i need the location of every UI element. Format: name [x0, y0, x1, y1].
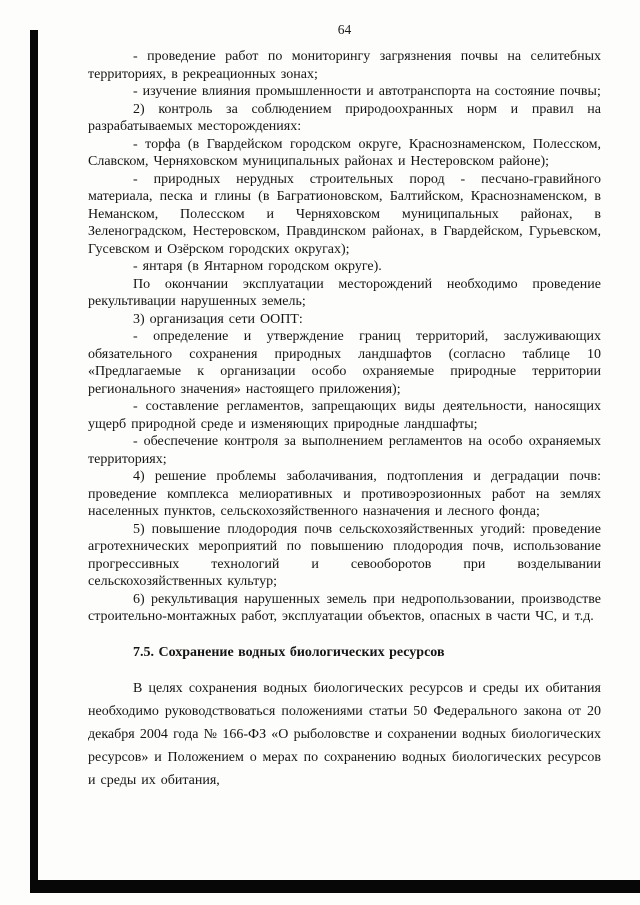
body-paragraph: 4) решение проблемы заболачивания, подтопления и деградации почв: проведение комплекса мелиоративных и противоэрозионных работ на землях населенных пунктов, сельскохозяйственного назначения и лесного фонда;: [88, 469, 601, 519]
page-number: 64: [337, 22, 352, 37]
body-paragraph: - торфа (в Гвардейском городском округе, Краснознаменском, Полесском, Славском, Черняховском муниципальных районах и Нестеровском районе);: [88, 136, 601, 169]
body-paragraph: По окончании эксплуатации месторождений необходимо проведение рекультивации нарушенных земель;: [88, 276, 601, 309]
scan-border-left: [30, 30, 38, 882]
body-paragraph: - природных нерудных строительных пород - песчано-гравийного материала, песка и глины (в Багратионовском, Балтийском, Краснознаменском, в Неманском, Полесском и Черняховском муниципальных районах, в Зеленоградском, Нестеровском, Правдинском районах, в Гвардейском, Гурьевском, Гусевском и Озёрском городских округах);: [88, 171, 601, 257]
body-paragraph: - обеспечение контроля за выполнением регламентов на особо охраняемых территориях;: [88, 434, 601, 467]
body-paragraph: 2) контроль за соблюдением природоохранных норм и правил на разрабатываемых месторождениях:: [88, 101, 601, 134]
body-paragraph: - янтаря (в Янтарном городском округе).: [133, 259, 382, 274]
body-paragraph: 6) рекультивация нарушенных земель при недропользовании, производстве строительно-монтажных работ, эксплуатации объектов, опасных в части ЧС, и т.д.: [88, 591, 601, 624]
body-paragraph: - изучение влияния промышленности и автотранспорта на состояние почвы;: [133, 84, 601, 99]
body-paragraph: 5) повышение плодородия почв сельскохозяйственных угодий: проведение агротехнических мероприятий по повышению плодородия почв, использование прогрессивных технологий и севооборотов при возделывании сельскохозяйственных культур;: [88, 521, 601, 589]
body-paragraph: - проведение работ по мониторингу загрязнения почвы на селитебных территориях, в рекреационных зонах;: [88, 49, 601, 82]
section-heading: 7.5. Сохранение водных биологических ресурсов: [133, 644, 445, 660]
body-paragraph: - определение и утверждение границ территорий, заслуживающих обязательного сохранения природных ландшафтов (согласно таблице 10 «Предлагаемые к организации особо охраняемые природные территории регионального значения» настоящего приложения);: [88, 329, 601, 397]
document-body: [88, 48, 601, 792]
body-paragraph: - составление регламентов, запрещающих виды деятельности, наносящих ущерб природной среде и изменяющих природные ландшафты;: [88, 399, 601, 432]
body-paragraph: 3) организация сети ООПТ:: [133, 311, 303, 327]
scan-border-bottom: [30, 880, 640, 893]
closing-paragraph: В целях сохранения водных биологических ресурсов и среды их обитания необходимо руководствоваться положениями статьи 50 Федерального закона от 20 декабря 2004 года № 166-ФЗ «О рыболовстве и сохранении водных биологических ресурсов» и Положением о мерах по сохранению водных биологических ресурсов и среды их обитания,: [88, 681, 601, 788]
